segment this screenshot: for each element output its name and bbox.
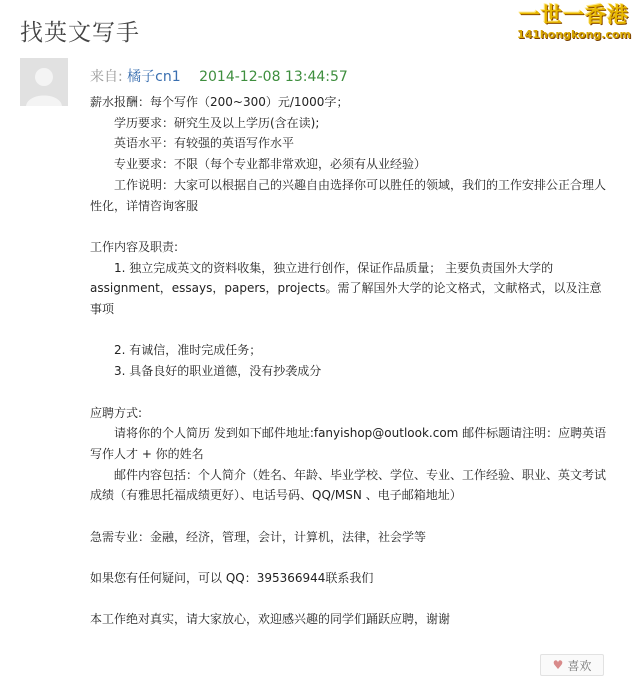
- like-label: 喜欢: [567, 658, 592, 673]
- watermark-main-text: 一世一香港: [519, 3, 629, 27]
- post-paragraph: 应聘方式:: [90, 405, 143, 420]
- from-label: 来自:: [90, 69, 123, 85]
- like-button[interactable]: [540, 654, 604, 676]
- post-paragraph: 英语水平：有较强的英语写作水平: [114, 136, 295, 151]
- post-meta: [90, 66, 348, 86]
- blank-line: [90, 506, 610, 527]
- heart-icon: ♥: [552, 658, 564, 672]
- post-paragraph: 请将你的个人简历 发到如下邮件地址:fanyishop@outlook.com 邮件标题请注明：应聘英语写作人才 + 你的姓名: [90, 426, 607, 461]
- author-link[interactable]: 橘子cn1: [127, 69, 181, 85]
- post-timestamp: 2014-12-08 13:44:57: [199, 69, 348, 85]
- post-paragraph: 工作说明：大家可以根据自己的兴趣自由选择你可以胜任的领域，我们的工作安排公正合理人性化，详情咨询客服: [90, 177, 607, 213]
- post-paragraph: 薪水报酬：每个写作（200~300）元/1000字；: [90, 95, 349, 109]
- blank-line: [90, 589, 610, 610]
- post-paragraph: 3. 具备良好的职业道德，没有抄袭成分: [114, 364, 322, 379]
- page-title: 找英文写手: [20, 20, 140, 46]
- post-body: [90, 92, 610, 630]
- blank-line: [90, 382, 610, 403]
- avatar[interactable]: [20, 58, 68, 106]
- post-paragraph: 专业要求：不限（每个专业都非常欢迎，必须有从业经验）: [114, 157, 427, 172]
- post-paragraph: 学历要求：研究生及以上学历(含在读);: [114, 115, 320, 130]
- default-avatar-icon: [20, 58, 68, 106]
- post-paragraph: 工作内容及职责:: [90, 239, 179, 254]
- blank-line: [90, 216, 610, 237]
- blank-line: [90, 320, 610, 341]
- site-watermark-logo: [512, 2, 636, 46]
- post-paragraph: 本工作绝对真实，请大家放心，欢迎感兴趣的同学们踊跃应聘，谢谢: [90, 612, 451, 627]
- post-paragraph: 急需专业：金融，经济，管理，会计，计算机，法律，社会学等: [90, 529, 427, 544]
- blank-line: [90, 547, 610, 568]
- post-paragraph: 2. 有诚信，准时完成任务；: [114, 343, 262, 358]
- watermark-sub-text: 141hongkong.com: [516, 28, 632, 41]
- post-paragraph: 邮件内容包括：个人简介（姓名、年龄、毕业学校、学位、专业、工作经验、职业、英文考试成绩（有雅思托福成绩更好）、电话号码、QQ/MSN 、电子邮箱地址）: [90, 467, 607, 503]
- post-paragraph: 如果您有任何疑问，可以 QQ：395366944联系我们: [90, 571, 374, 586]
- post-paragraph: 1. 独立完成英文的资料收集，独立进行创作，保证作品质量； 主要负责国外大学的assignment，essays，papers，projects。需了解国外大学的论文格式，文献格式，以及注意事项: [90, 260, 602, 317]
